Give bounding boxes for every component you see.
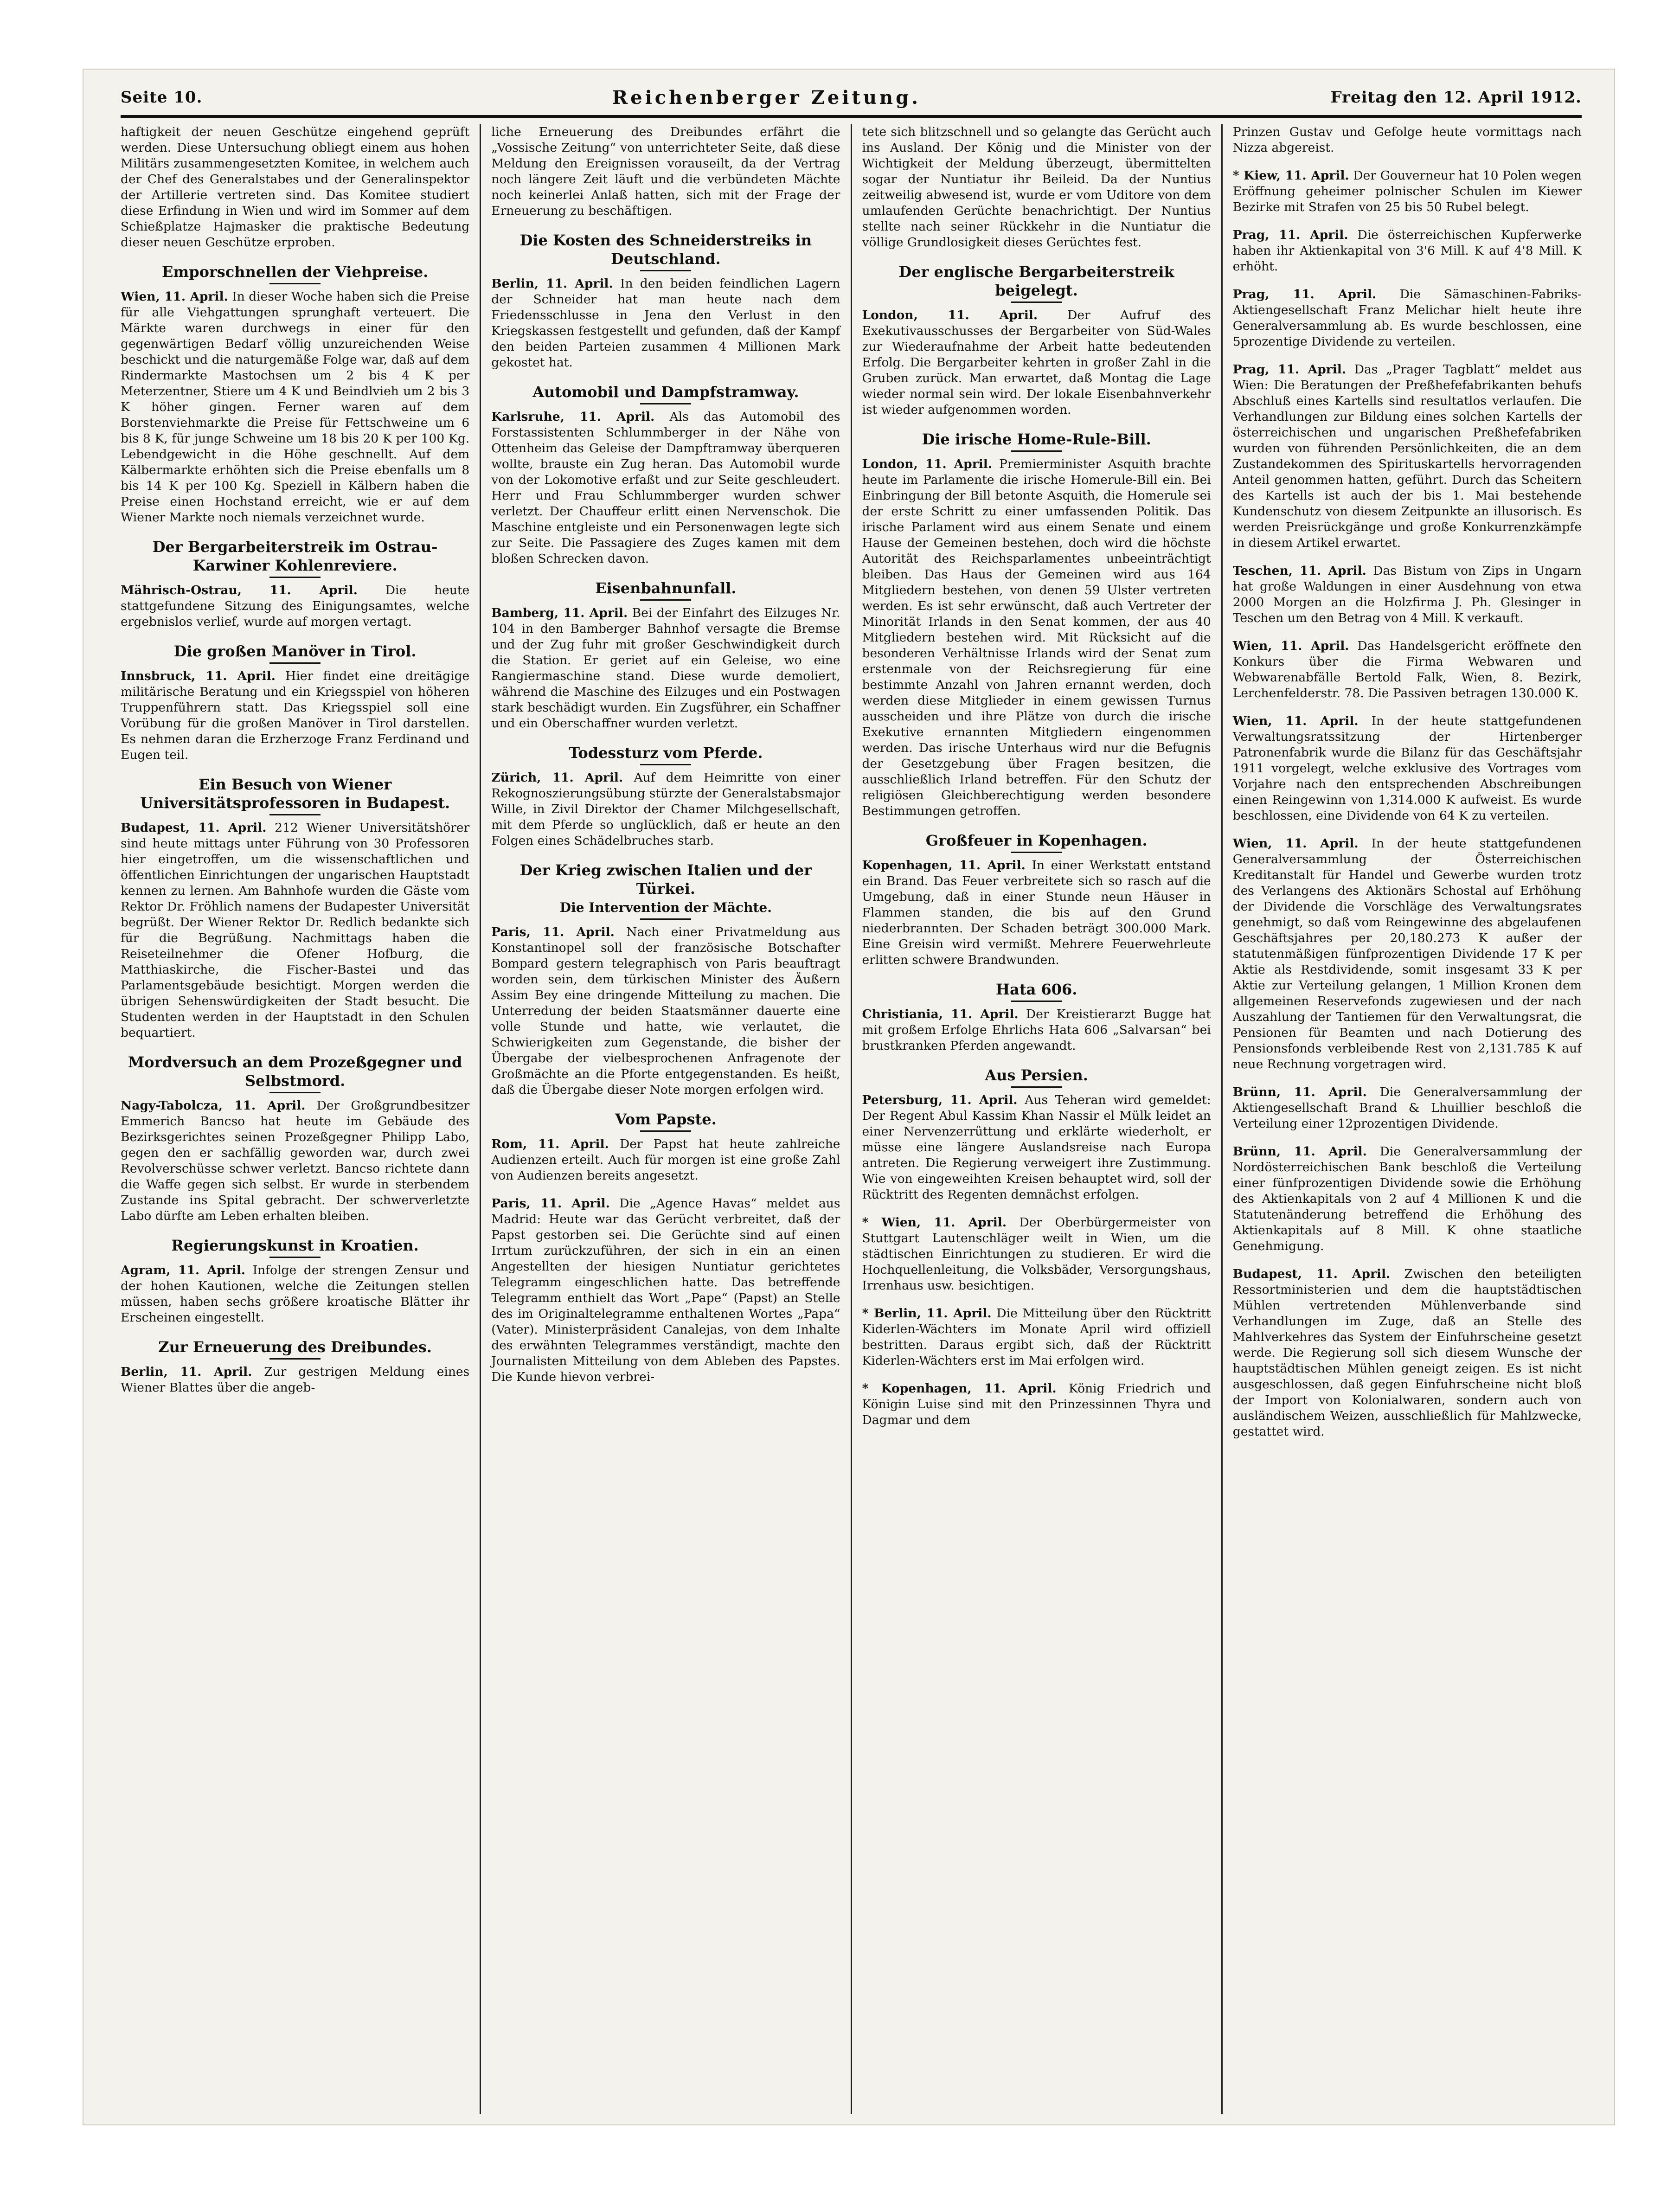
headline-rule	[269, 1092, 321, 1093]
article-headline: Regierungskunst in Kroatien.	[171, 1237, 419, 1254]
issue-date: Freitag den 12. April 1912.	[1330, 88, 1582, 107]
article-dateline: Budapest, 11. April.	[1232, 1267, 1391, 1281]
article-headline: Automobil und Dampfstramway.	[532, 383, 799, 401]
article-dateline: Nagy-Tabolcza, 11. April.	[121, 1098, 306, 1113]
article-text: Das Handelsgericht eröffnete den Konkurs über die Firma Webwaren und Webwarenabfälle Bertold Falk, Wien, 8. Bezirk, Lerchenfelderstr. 78. Die Passiven betragen 130.000 K.	[1232, 639, 1582, 700]
article	[862, 1381, 1211, 1428]
article-dateline: Paris, 11. April.	[491, 925, 615, 939]
article	[121, 538, 469, 630]
article-dateline: * Wien, 11. April.	[862, 1215, 1007, 1230]
article-body	[121, 1098, 469, 1224]
column-1	[121, 124, 480, 2114]
article	[1233, 563, 1582, 626]
article-text: König Friedrich und Königin Luise sind mit den Prinzessinnen Thyra und Dagmar und dem	[862, 1381, 1211, 1427]
article-body	[862, 1306, 1211, 1369]
page-header	[121, 83, 1582, 111]
article-body	[121, 124, 469, 250]
article	[491, 744, 840, 849]
article	[862, 1066, 1211, 1203]
article-text: Bei der Einfahrt des Eilzuges Nr. 104 in den Bamberger Bahnhof versagte die Bremse und der Zug fuhr mit großer Geschwindigkeit durch die Station. Er geriet auf ein Geleise, wo eine Rangiermaschine stand. Diese wurde demoliert, während die Maschine des Eilzuges und ein Postwagen stark beschädigt wurden. Ein Zugsführer, ein Schaffner und ein Oberschaffner wurden verletzt.	[491, 606, 840, 731]
article-text: Auf dem Heimritte von einer Rekognoszierungsübung stürzte der Generalstabsmajor Wille, in Zivil Direktor der Chamer Milchgesellschaft, mit dem Pferde so unglücklich, daß er heute an den Folgen eines Schädelbruches starb.	[491, 770, 840, 848]
article	[1233, 168, 1582, 215]
article	[121, 1236, 469, 1326]
article-dateline: Berlin, 11. April.	[491, 276, 613, 291]
article-body	[491, 770, 840, 849]
article-body	[1233, 362, 1582, 551]
article-text: liche Erneuerung des Dreibundes erfährt die „Vossische Zeitung“ von unterrichteter Seite, daß diese Meldung den Ereignissen vorauseilt, da der Vertrag noch längere Zeit läuft und die verbündeten Mächte noch keinerlei Anlaß hatten, sich mit der Frage der Erneuerung zu beschäftigen.	[491, 125, 840, 218]
article	[1233, 638, 1582, 701]
article	[1233, 1084, 1582, 1132]
article-text: Der Großgrundbesitzer Emmerich Bancso hat heute im Gebäude des Bezirksgerichtes seinen Prozeßgegner Philipp Labo, gegen den er sachfällig geworden war, durch zwei Revolverschüsse schwer verletzt. Bancso richtete dann die Waffe gegen sich selbst. Er wurde in sterbendem Zustande ins Spital gebracht. Der schwerverletzte Labo dürfte am Leben erhalten bleiben.	[121, 1098, 470, 1223]
article-body	[862, 308, 1211, 418]
article-dateline: * Berlin, 11. April.	[862, 1306, 992, 1321]
header-rule	[121, 115, 1582, 118]
article	[1233, 362, 1582, 551]
article	[862, 1306, 1211, 1369]
article-text: In dieser Woche haben sich die Preise für alle Viehgattungen sprunghaft verteuert. Die Märkte waren durchwegs in einer für den gegenwärtigen Bedarf völlig unzureichenden Weise beschickt und die naturgemäße Folge war, daß auf dem Rindermarkte Mastochsen um 2 bis 4 K per Meterzentner, Stiere um 4 K und Beindlvieh um 2 bis 3 K höher gingen. Ferner waren auf dem Borstenviehmarkte die Preise für Fettschweine um 6 bis 8 K, für junge Schweine um 18 bis 20 K per 100 Kg. Lebendgewicht in die Höhe geschnellt. Auf dem Kälbermarkte erhöhten sich die Preise ebenfalls um 8 bis 14 K per 100 Kg. Speziell in Kälbern haben die Preise einen Hochstand erreicht, wie er auf dem Wiener Markte noch niemals verzeichnet wurde.	[121, 289, 470, 525]
article-dateline: Wien, 11. April.	[1232, 836, 1359, 851]
article-headline: Die irische Home-Rule-Bill.	[922, 430, 1151, 448]
article-dateline: Karlsruhe, 11. April.	[491, 410, 655, 424]
headline-rule	[269, 814, 321, 815]
article-dateline: London, 11. April.	[862, 308, 1038, 322]
article-text: Der Kreistierarzt Bugge hat mit großem Erfolge Ehrlichs Hata 606 „Salvarsan“ bei brustkranken Pferden angewandt.	[862, 1007, 1211, 1053]
column-2	[480, 124, 850, 2114]
article	[491, 383, 840, 567]
article-text: In der heute stattgefundenen Generalversammlung der Österreichischen Kreditanstalt für Handel und Gewerbe wurden trotz des Verlangens des Aktionärs Schostal auf Erhöhung der Dividende die Vorschläge des Verwaltungsrates genehmigt, so daß vom Reingewinne des abgelaufenen Geschäftsjahres per 20,180.273 K außer der statutenmäßigen fünfprozentigen Dividende 17 K per Aktie als Restdividende, somit insgesamt 33 K per Aktie zur Verteilung gelangen, 1 Million Kronen dem allgemeinen Reservefonds zugewiesen und der nach Auszahlung der Tantiemen für den Verwaltungsrat, die Pensionen für Beamten und nach Dotierung des Pensionsfonds verbleibende Rest von 2,131.785 K auf neue Rechnung vorgetragen wird.	[1232, 836, 1582, 1071]
article	[491, 1110, 840, 1184]
article-text: Das Bistum von Zips in Ungarn hat große Waldungen in einer Ausdehnung von etwa 2000 Morgen an die Holzfirma J. Ph. Glesinger in Teschen um den Betrag von 4 Mill. K verkauft.	[1232, 564, 1582, 625]
article-body	[121, 668, 469, 763]
article-body	[491, 605, 840, 731]
article	[1233, 713, 1582, 824]
article-headline: Der englische Bergarbeiterstreik beigelegt.	[898, 263, 1174, 299]
article	[862, 980, 1211, 1054]
headline-rule	[640, 403, 691, 404]
article-text: Die heute stattgefundene Sitzung des Einigungsamtes, welche ergebnislos verlief, wurde auf morgen vertagt.	[121, 583, 470, 629]
article-body	[862, 858, 1211, 968]
article-text: Zur gestrigen Meldung eines Wiener Blattes über die angeb-	[121, 1365, 470, 1395]
article-text: Zwischen den beteiligten Ressortministerien und dem die hauptstädtischen Mühlen vertretenden Mühlenverbande sind Verhandlungen im Zuge, daß an Stelle des Mahlverkehres das System der Einfuhrscheine gesetzt werde. Die Regierung soll sich diesem Wunsche der hauptstädtischen Mühlen geneigt zeigen. Es ist nicht ausgeschlossen, daß gegen Einfuhrscheine nicht bloß der Import von Kolonialwaren, sondern auch von ausländischem Weizen, ausschließlich für Mahlzwecke, gestattet wird.	[1232, 1267, 1582, 1439]
article-body	[121, 1263, 469, 1326]
article-headline: Der Krieg zwischen Italien und der Türkei.	[519, 861, 812, 898]
article-body	[491, 924, 840, 1098]
article-headline: Die großen Manöver in Tirol.	[173, 642, 417, 660]
article-text: In den beiden feindlichen Lagern der Schneider hat man heute nach dem Friedensschlusse in Jena den Verlust in den Kriegskassen festgestellt und gefunden, daß der Kampf den beiden Parteien zusammen 4 Millionen Mark gekostet hat.	[491, 276, 840, 370]
article-text: Hier findet eine dreitägige militärische Beratung und ein Kriegsspiel von höheren Truppenführern statt. Das Kriegsspiel soll eine Vorübung für die großen Manöver in Tirol darstellen. Es nehmen daran die Erzherzoge Franz Ferdinand und Eugen teil.	[121, 669, 470, 762]
article-dateline: Bamberg, 11. April.	[491, 606, 628, 620]
article-dateline: Prag, 11. April.	[1232, 228, 1348, 242]
article-body	[491, 1136, 840, 1184]
headline-rule	[1011, 1086, 1062, 1088]
article-body	[1233, 836, 1582, 1072]
article-dateline: * Kiew, 11. April.	[1232, 168, 1349, 183]
article	[862, 263, 1211, 418]
article-dateline: Prag, 11. April.	[1232, 287, 1377, 302]
article-body	[491, 276, 840, 371]
column-3	[851, 124, 1221, 2114]
article-body	[1233, 713, 1582, 824]
article-body	[1233, 287, 1582, 350]
article-text: 212 Wiener Universitätshörer sind heute mittags unter Führung von 30 Professoren hier eingetroffen, um die wissenschaftlichen und öffentlichen Einrichtungen der ungarischen Hauptstadt kennen zu lernen. Am Bahnhofe wurden die Gäste vom Rektor Dr. Fröhlich namens der Budapester Universität begrüßt. Der Wiener Rektor Dr. Redlich bedankte sich für die Begrüßung. Nachmittags haben die Reiseteilnehmer die Ofener Hofburg, die Matthiaskirche, die Fischer-Bastei und das Parlamentsgebäude besichtigt. Morgen werden die übrigen Sehenswürdigkeiten der Stadt besucht. Die Studenten werden in der Hauptstadt in den Schulen bequartiert.	[121, 821, 470, 1040]
article-headline: Emporschnellen der Viehpreise.	[161, 263, 429, 281]
headline-rule	[640, 270, 691, 271]
article-text: Prinzen Gustav und Gefolge heute vormittags nach Nizza abgereist.	[1232, 125, 1582, 155]
article	[1233, 227, 1582, 275]
article-headline: Großfeuer in Kopenhagen.	[925, 832, 1148, 849]
article-dateline: Wien, 11. April.	[121, 289, 228, 304]
article	[1233, 836, 1582, 1072]
article	[491, 861, 840, 1098]
article-text: Der Gouverneur hat 10 Polen wegen Eröffnung geheimer polnischer Schulen im Kiewer Bezirke mit Strafen von 25 bis 50 Rubel belegt.	[1232, 168, 1582, 214]
headline-rule	[640, 918, 691, 920]
headline-rule	[1011, 450, 1062, 452]
article-body	[862, 1007, 1211, 1054]
article-headline: Die Kosten des Schneiderstreiks in Deutschland.	[519, 231, 812, 268]
article-dateline: Agram, 11. April.	[121, 1263, 246, 1277]
article-body	[491, 1196, 840, 1385]
article-body	[1233, 124, 1582, 156]
article-body	[862, 1092, 1211, 1203]
article-text: Die Generalversammlung der Aktiengesellschaft Brand & Lhuillier beschloß die Verteilung einer 12prozentigen Dividende.	[1232, 1085, 1582, 1131]
article-body	[1233, 1266, 1582, 1440]
article-dateline: Mährisch-Ostrau, 11. April.	[121, 583, 358, 597]
article-dateline: Berlin, 11. April.	[121, 1365, 252, 1379]
article-text: In der heute stattgefundenen Verwaltungsratssitzung der Hirtenberger Patronenfabrik wurde die Bilanz für das Geschäftsjahr 1911 vorgelegt, welche exklusive des Vortrages vom Vorjahre nach den entsprechenden Abschreibungen einen Reingewinn von 1,314.000 K aufweist. Es wurde beschlossen, eine Dividende von 64 K zu verteilen.	[1232, 714, 1582, 823]
article-dateline: Wien, 11. April.	[1232, 714, 1359, 728]
article-body	[491, 409, 840, 567]
article-body	[1233, 168, 1582, 215]
article-text: Die österreichischen Kupferwerke haben ihr Aktienkapital von 3'6 Mill. K auf 4'8 Mill. K erhöht.	[1232, 228, 1582, 274]
article-body	[862, 456, 1211, 819]
article-dateline: Christiania, 11. April.	[862, 1007, 1019, 1021]
headline-rule	[269, 662, 321, 664]
article-text: Der Aufruf des Exekutivausschusses der Bergarbeiter von Süd-Wales zur Wiederaufnahme der Arbeit hatte bedeutenden Erfolg. Die Bergarbeiter kehrten in großer Zahl in die Gruben zurück. Man erwartet, daß Montag die Lage wieder normal sein wird. Der lokale Eisenbahnverkehr ist wieder aufgenommen worden.	[862, 308, 1211, 417]
article-body	[1233, 227, 1582, 275]
article-dateline: Budapest, 11. April.	[121, 821, 267, 835]
article-dateline: Brünn, 11. April.	[1232, 1144, 1367, 1159]
page-number: Seite 10.	[121, 88, 203, 107]
article-dateline: Rom, 11. April.	[491, 1137, 609, 1151]
article	[491, 579, 840, 731]
article	[491, 1196, 840, 1385]
newspaper-page	[83, 70, 1614, 2124]
article-dateline: Teschen, 11. April.	[1232, 564, 1366, 578]
article-text: Als das Automobil des Forstassistenten Schlummberger in der Nähe von Ottenheim das Geleise der Dampftramway überqueren wollte, brauste ein Zug heran. Das Automobil wurde von der Lokomotive erfaßt und zur Seite geschleudert. Herr und Frau Schlummberger wurden schwer verletzt. Der Chauffeur erlitt einen Nervenschok. Die Maschine entgleiste und ein Personenwagen legte sich zur Seite. Die Passagiere des Zuges kamen mit dem bloßen Schrecken davon.	[491, 410, 840, 566]
article-text: Der Papst hat heute zahlreiche Audienzen erteilt. Auch für morgen ist eine große Zahl von Audienzen bereits angesetzt.	[491, 1137, 840, 1183]
article-dateline: Prag, 11. April.	[1232, 362, 1347, 377]
article-text: In einer Werkstatt entstand ein Brand. Das Feuer verbreitete sich so rasch auf die Umgebung, daß in einer Stunde neun Häuser in Flammen standen, die bis auf den Grund niederbrannten. Der Schaden beträgt 300.000 Mark. Eine Greisin wird vermißt. Mehrere Feuerwehrleute erlitten schwere Brandwunden.	[862, 858, 1211, 967]
article-body	[862, 1215, 1211, 1294]
article	[491, 231, 840, 371]
article-headline: Ein Besuch von Wiener Universitätsprofessoren in Budapest.	[140, 776, 450, 812]
article-body	[121, 583, 469, 630]
newspaper-title: Reichenberger Zeitung.	[612, 86, 921, 109]
headline-rule	[269, 1358, 321, 1360]
article-dateline: Brünn, 11. April.	[1232, 1085, 1367, 1099]
article-dateline: Paris, 11. April.	[491, 1196, 610, 1211]
columns	[121, 124, 1582, 2114]
article-text: Das „Prager Tagblatt“ meldet aus Wien: Die Beratungen der Preßhefefabrikanten behufs Abschluß eines Kartells sind resultatlos verlaufen. Die Verhandlungen zur Bildung eines solchen Kartells der österreichischen und ungarischen Preßhefefabriken wurden von führenden Persönlichkeiten, die an dem Zustandekommen des Spirituskartells hervorragenden Anteil genommen hatten, geführt. Durch das Scheitern des Kartells ist auch der bis 1. Mai bestehende Kundenschutz von diesem Zeitpunkte an illusorisch. Es werden Preisrückgänge und große Konkurrenzkämpfe in diesem Artikel erwartet.	[1232, 362, 1582, 550]
article-body	[862, 124, 1211, 250]
article	[1233, 1144, 1582, 1254]
article-text: tete sich blitzschnell und so gelangte das Gerücht auch ins Ausland. Der König und die Minister von der Wichtigkeit der Meldung überzeugt, übermittelten sogar der Nuntiatur ihr Beileid. Da der Nuntius zeitweilig abwesend ist, wurde er vom Uditore von dem umlaufenden Gerüchte benachrichtigt. Der Nuntius stellte nach seiner Rückkehr in die Nuntiatur die völlige Grundlosigkeit dieses Gerüchtes fest.	[862, 125, 1211, 250]
article-text: Aus Teheran wird gemeldet: Der Regent Abul Kassim Khan Nassir el Mülk leidet an einer Nervenzerrüttung und erklärte wiederholt, er müsse eine längere Auslandsreise nach Europa antreten. Die Regierung verweigert ihre Zustimmung. Wie von eingeweihten Kreisen behauptet wird, soll der Rücktritt des Regenten demnächst erfolgen.	[862, 1093, 1211, 1202]
article	[121, 642, 469, 763]
article	[862, 831, 1211, 968]
article-body	[862, 1381, 1211, 1428]
article-text: Die „Agence Havas“ meldet aus Madrid: Heute war das Gerücht verbreitet, daß der Papst gestorben sei. Die Gerüchte sind auf einen Irrtum zurückzuführen, der sich in ein an einen Angestellten der hiesigen Nuntiatur gerichtetes Telegramm eingeschlichen hatte. Das betreffende Telegramm enthielt das Wort „Pape“ (Papst) an Stelle des im Originaltelegramme enthaltenen Wortes „Papa“ (Vater). Ministerpräsident Canalejas, von dem Inhalte des erwähnten Telegrammes verständigt, machte den Journalisten Mitteilung von dem Ableben des Papstes. Die Kunde hievon verbrei-	[491, 1196, 840, 1384]
article-headline: Der Bergarbeiterstreik im Ostrau-Karwiner Kohlenreviere.	[152, 538, 438, 574]
article	[121, 1053, 469, 1224]
article-dateline: Kopenhagen, 11. April.	[862, 858, 1026, 872]
headline-rule	[269, 283, 321, 284]
article-body	[121, 820, 469, 1041]
article-text: Premierminister Asquith brachte heute im Parlamente die irische Homerule-Bill ein. Bei Einbringung der Bill betonte Asquith, die Homerule sei der erste Schritt zu einer umfassenden Politik. Das irische Parlament wird aus einem Senate und einem Hause der Gemeinen bestehen, doch wird die höchste Autorität des Reichsparlamentes unbeeinträchtigt bleiben. Das Haus der Gemeinen wird aus 164 Mitgliedern bestehen, von denen 59 Ulster vertreten werden. Es ist sehr erwünscht, daß auch Vertreter der Minorität Irlands in den Senat kommen, der aus 40 Mitgliedern bestehen wird. Mit Rücksicht auf die besonderen Verhältnisse Irlands wird der Senat zum erstenmale von der Reichsregierung für eine bestimmte Anzahl von Jahren ernannt werden, doch werden diese Mitglieder in einem gewissen Turnus ausscheiden und ihre Plätze von durch die irische Exekutive ernannten Mitgliedern eingenommen werden. Das irische Unterhaus wird nur die Befugnis der Gesetzgebung über Fragen besitzen, die ausschließlich Irland betreffen. Für den Schutz der religiösen Gleichberechtigung werden besondere Bestimmungen getroffen.	[862, 457, 1211, 818]
article	[121, 124, 469, 250]
article-body	[1233, 563, 1582, 626]
article-dateline: Petersburg, 11. April.	[862, 1093, 1018, 1107]
article-body	[1233, 1144, 1582, 1254]
article-text: Nach einer Privatmeldung aus Konstantinopel soll der französische Botschafter Bompard gestern telegraphisch von Paris beauftragt worden sein, dem türkischen Minister des Äußern Assim Bey eine dringende Mitteilung zu machen. Die Unterredung der beiden Staatsmänner dauerte eine volle Stunde und hatte, wie verlautet, die Schwierigkeiten zum Gegenstande, die bisher der Übergabe der vielbesprochenen Anfragenote der Großmächte an die Pforte entgegenstanden. Es heißt, daß die Übergabe dieser Note morgen erfolgen wird.	[491, 925, 840, 1097]
headline-rule	[269, 1257, 321, 1258]
article-text: Die Mitteilung über den Rücktritt Kiderlen-Wächters im Monate April wird offiziell bestritten. Daraus ergibt sich, daß der Rücktritt Kiderlen-Wächters erst im Mai erfolgen wird.	[862, 1306, 1211, 1368]
headline-rule	[640, 599, 691, 601]
article-text: Die Generalversammlung der Nordösterreichischen Bank beschloß die Verteilung einer fünfprozentigen Dividende sowie die Erhöhung des Aktienkapitals von 2 auf 4 Millionen K und die Statutenänderung betreffend die Erhöhung des Aktienkapitals auf 8 Mill. K ohne staatliche Genehmigung.	[1232, 1144, 1582, 1253]
article-body	[491, 124, 840, 219]
headline-rule	[1011, 852, 1062, 853]
article-headline: Eisenbahnunfall.	[595, 579, 737, 597]
article-dateline: Wien, 11. April.	[1232, 639, 1349, 653]
article	[121, 263, 469, 526]
article-headline: Todessturz vom Pferde.	[569, 744, 763, 762]
article	[1233, 1266, 1582, 1440]
headline-rule	[269, 577, 321, 578]
article-subheadline: Die Intervention der Mächte.	[559, 900, 772, 915]
article-body	[121, 289, 469, 526]
article-text: Der Oberbürgermeister von Stuttgart Lautenschläger weilt in Wien, um die städtischen Einrichtungen zu studieren. Er wird die Hochquellenleitung, die Volksbäder, Versorgungshaus, Irrenhaus usw. besichtigen.	[862, 1215, 1211, 1293]
article-dateline: Innsbruck, 11. April.	[121, 669, 276, 683]
article-text: Die Sämaschinen-Fabriks-Aktiengesellschaft Franz Melichar hielt heute ihre Generalversammlung ab. Es wurde beschlossen, eine 5prozentige Dividende zu verteilen.	[1232, 287, 1582, 349]
article	[121, 1338, 469, 1396]
column-4	[1221, 124, 1582, 2114]
article-dateline: London, 11. April.	[862, 457, 993, 471]
article	[862, 1215, 1211, 1294]
article-dateline: * Kopenhagen, 11. April.	[862, 1381, 1057, 1396]
article-headline: Aus Persien.	[985, 1066, 1088, 1084]
article-headline: Mordversuch an dem Prozeßgegner und Selbstmord.	[128, 1053, 462, 1090]
article-body	[1233, 1084, 1582, 1132]
article-dateline: Zürich, 11. April.	[491, 770, 623, 785]
headline-rule	[640, 1130, 691, 1132]
article-text: haftigkeit der neuen Geschütze eingehend geprüft werden. Diese Untersuchung obliegt einem aus hohen Militärs zusammengesetzten Komitee, in welchem auch der Chef des Generalstabes und der Generalinspektor der Artillerie vertreten sind. Das Komitee studiert diese Erfindung in Wien und wird im Sommer auf dem Schießplatze Hajmasker die praktische Bedeutung dieser neuen Geschütze erproben.	[121, 125, 470, 250]
headline-rule	[1011, 302, 1062, 303]
article-body	[121, 1364, 469, 1396]
article	[491, 124, 840, 219]
article-text: Infolge der strengen Zensur und der hohen Kautionen, welche die Zeitungen stellen müssen, haben sechs größere kroatische Blätter ihr Erscheinen eingestellt.	[121, 1263, 470, 1325]
headline-rule	[1011, 1001, 1062, 1002]
article-body	[1233, 638, 1582, 701]
article-headline: Vom Papste.	[615, 1110, 717, 1128]
article	[121, 775, 469, 1041]
article-headline: Zur Erneuerung des Dreibundes.	[158, 1338, 432, 1356]
article	[862, 430, 1211, 819]
article	[862, 124, 1211, 250]
article	[1233, 124, 1582, 156]
article	[1233, 287, 1582, 350]
headline-rule	[640, 764, 691, 765]
article-headline: Hata 606.	[995, 981, 1077, 998]
